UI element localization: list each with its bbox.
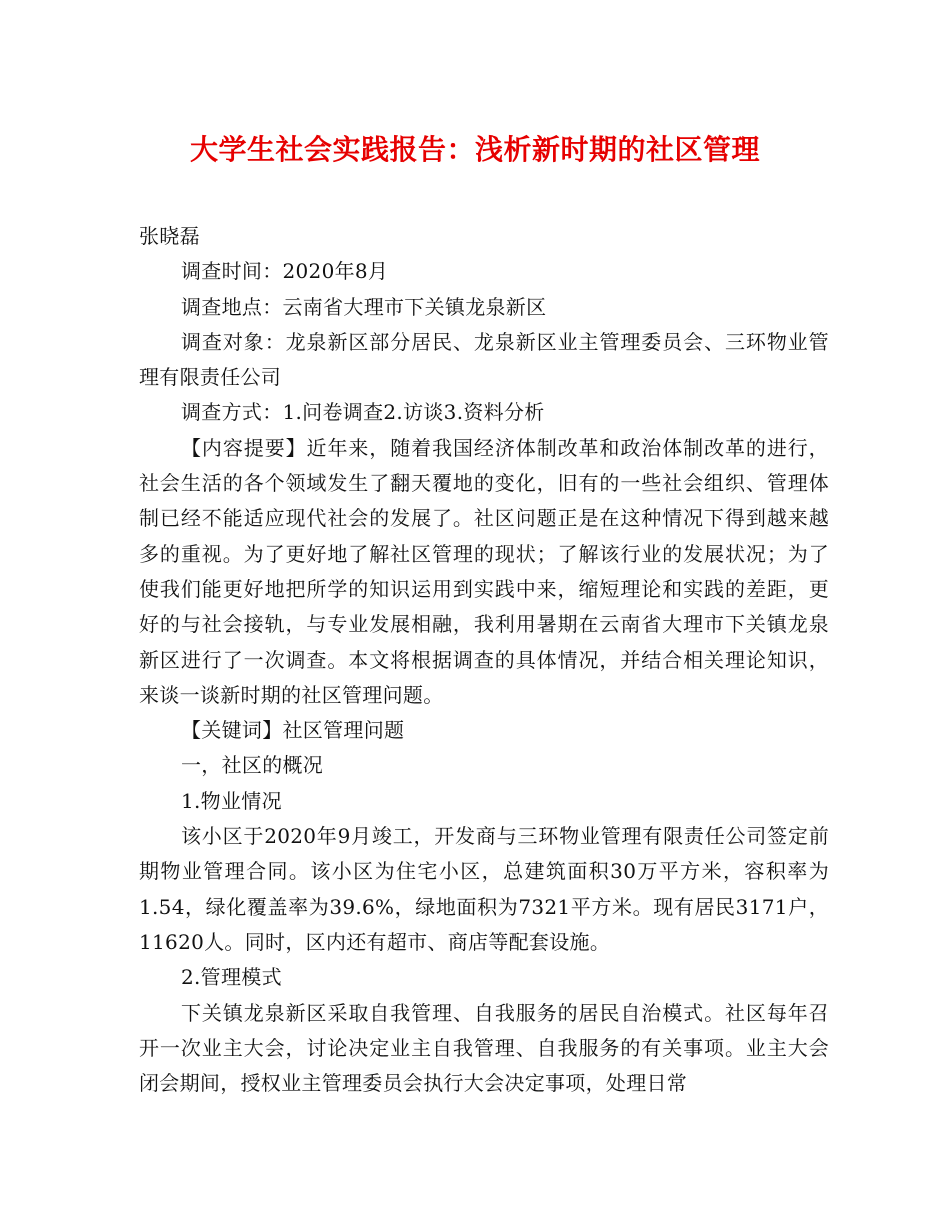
survey-time: 调查时间：2020年8月 (181, 259, 389, 284)
subsection-heading-property: 1.物业情况 (181, 788, 282, 813)
property-paragraph: 该小区于2020年9月竣工，开发商与三环物业管理有限责任公司签定前期物业管理合同。该小区为住宅小区，总建筑面积30万平方米，容积率为1.54，绿化覆盖率为39.6%，绿地面积为7321平方米。现有居民3171户，11620人。同时，区内还有超市、商店等配套设施。 (139, 824, 829, 954)
section-heading-overview: 一，社区的概况 (181, 753, 324, 778)
survey-subjects: 调查对象：龙泉新区部分居民、龙泉新区业主管理委员会、三环物业管理有限责任公司 (139, 329, 829, 390)
keywords: 【关键词】社区管理问题 (181, 718, 405, 743)
management-paragraph: 下关镇龙泉新区采取自我管理、自我服务的居民自治模式。社区每年召开一次业主大会，讨论决定业主自我管理、自我服务的有关事项。业主大会闭会期间，授权业主管理委员会执行大会决定事项，处理日常 (139, 1000, 829, 1096)
survey-methods: 调查方式：1.问卷调查2.访谈3.资料分析 (181, 400, 545, 425)
abstract-paragraph: 【内容提要】近年来，随着我国经济体制改革和政治体制改革的进行，社会生活的各个领域发生了翻天覆地的变化，旧有的一些社会组织、管理体制已经不能适应现代社会的发展了。社区问题正是在这种情况下得到越来越多的重视。为了更好地了解社区管理的现状；了解该行业的发展状况；为了使我们能更好地把所学的知识运用到实践中来，缩短理论和实践的差距，更好的与社会接轨，与专业发展相融，我利用暑期在云南省大理市下关镇龙泉新区进行了一次调查。本文将根据调查的具体情况，并结合相关理论知识，来谈一谈新时期的社区管理问题。 (139, 435, 829, 707)
author-name: 张晓磊 (139, 224, 200, 248)
document-title: 大学生社会实践报告：浅析新时期的社区管理 (189, 133, 760, 166)
survey-location: 调查地点：云南省大理市下关镇龙泉新区 (181, 294, 547, 319)
subsection-heading-management: 2.管理模式 (181, 965, 282, 990)
document-body (139, 219, 829, 1101)
